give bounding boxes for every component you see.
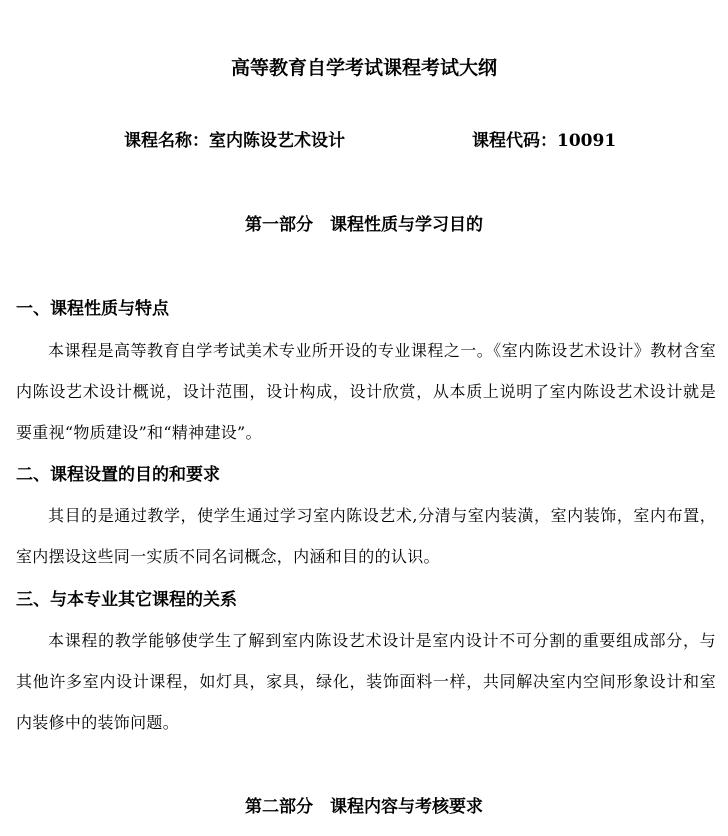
section-paragraph-nature: 本课程是高等教育自学考试美术专业所开设的专业课程之一。《室内陈设艺术设计》教材含室内陈设艺术设计概说，设计范围，设计构成，设计欣赏，从本质上说明了室内陈设艺术设计就是要重视“物质建设”和“精神建设”。 xyxy=(16,341,716,442)
part-two-heading: 第二部分 课程内容与考核要求 xyxy=(245,797,483,817)
course-code: 课程代码：10091 xyxy=(472,131,617,151)
section-paragraph-purpose: 其目的是通过教学，使学生通过学习室内陈设艺术,分清与室内装潢，室内装饰，室内布置，室内摆设这些同一实质不同名词概念，内涵和目的的认识。 xyxy=(16,506,716,566)
section-heading-purpose: 二、课程设置的目的和要求 xyxy=(16,465,220,485)
course-name: 课程名称：室内陈设艺术设计 xyxy=(124,131,345,151)
part-one-heading: 第一部分 课程性质与学习目的 xyxy=(245,215,483,235)
document-title: 高等教育自学考试课程考试大纲 xyxy=(230,57,497,79)
section-heading-nature: 一、课程性质与特点 xyxy=(16,299,169,319)
section-paragraph-relation: 本课程的教学能够使学生了解到室内陈设艺术设计是室内设计不可分割的重要组成部分，与其他许多室内设计课程，如灯具，家具，绿化，装饰面料一样，共同解决室内空间形象设计和室内装修中的装饰问题。 xyxy=(16,631,716,732)
section-heading-relation: 三、与本专业其它课程的关系 xyxy=(16,590,237,610)
